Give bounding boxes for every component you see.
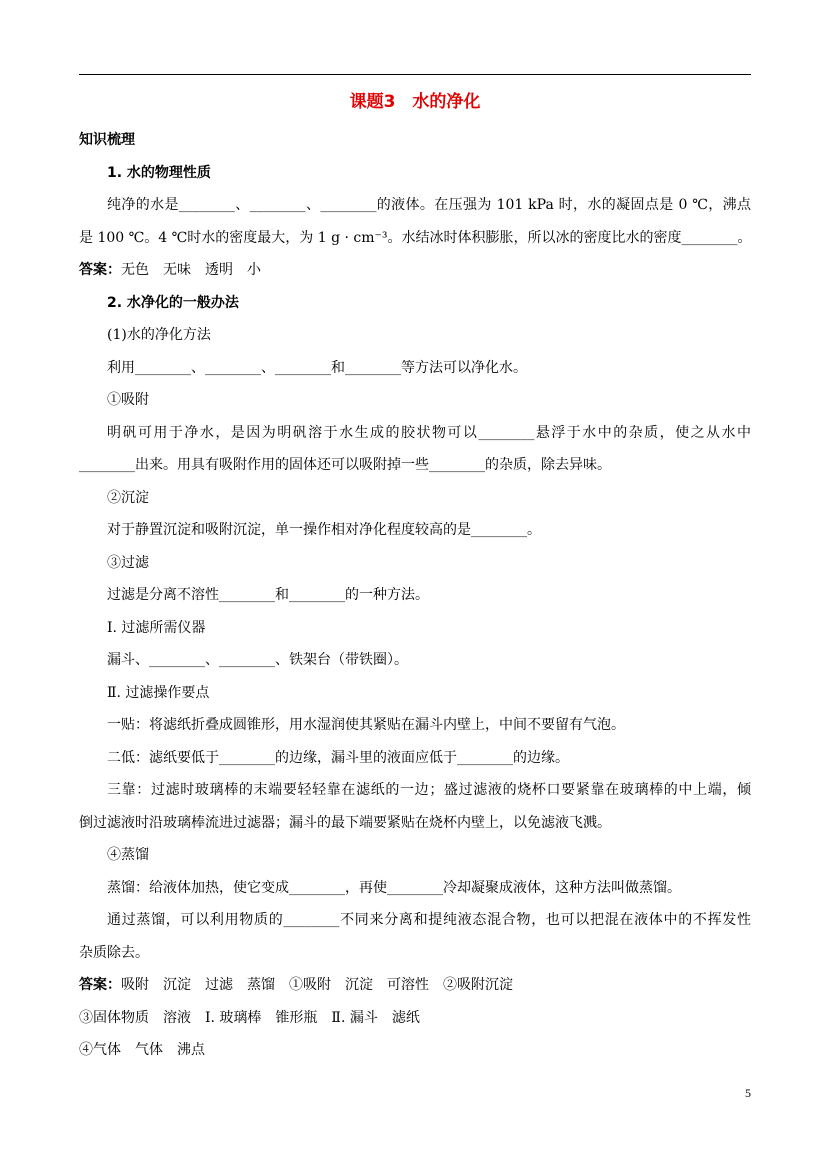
distill-line: 蒸馏：给液体加热，使它变成________，再使________冷却凝聚成液体，这种方法叫做蒸馏。	[107, 879, 681, 896]
s2-heading: 2. 水净化的一般办法	[107, 294, 239, 311]
point1: 一贴：将滤纸折叠成圆锥形，用水湿润使其紧贴在漏斗内壁上，中间不要留有气泡。	[107, 717, 625, 733]
s2-answer	[79, 972, 751, 1005]
s1-answer	[79, 257, 751, 290]
settle-title: ②沉淀	[107, 489, 149, 506]
filter-line: 过滤是分离不溶性________和________的一种方法。	[107, 587, 429, 603]
page-title: 课题3 水的净化	[349, 92, 481, 112]
answer-label: 答案：	[79, 262, 121, 278]
answer-label: 答案：	[79, 977, 121, 993]
adsorb-line1: 明矾可用于净水，是因为明矾溶于水生成的胶状物可以________悬浮于水中的杂质，使之从水中	[107, 424, 751, 441]
s1-para-line1: 纯净的水是________、________、________的液体。在压强为 101 kPa 时，水的凝固点是 0 ℃，沸点	[107, 197, 751, 213]
point3-line2: 倒过滤液时沿玻璃棒流进过滤器；漏斗的最下端要紧贴在烧杯内壁上，以免滤液飞溅。	[79, 814, 611, 831]
methods-line: 利用________、________、________和________等方法可以净化水。	[107, 359, 527, 376]
point2: 二低：滤纸要低于________的边缘，漏斗里的液面应低于________的边缘。	[107, 749, 569, 766]
answer-line1: 吸附 沉淀 过滤 蒸馏 ①吸附 沉淀 可溶性 ②吸附沉淀	[121, 977, 513, 993]
instr-line: 漏斗、________、________、铁架台（带铁圈）。	[107, 652, 408, 668]
points-title: Ⅱ. 过滤操作要点	[107, 684, 210, 701]
distill2-line2: 杂质除去。	[79, 944, 149, 961]
page-number: 5	[745, 1086, 751, 1100]
header-rule	[79, 74, 751, 75]
s1-para-line2: 是 100 ℃。4 ℃时水的密度最大，为 1 g · cm⁻³。水结冰时体积膨胀，所以冰的密度比水的密度________。	[79, 229, 752, 246]
s2-sub1: (1)水的净化方法	[107, 327, 211, 343]
document-body	[79, 127, 751, 1070]
answer-line3: ④气体 气体 沸点	[79, 1042, 205, 1058]
section-heading: 知识梳理	[79, 132, 135, 148]
s1-heading: 1. 水的物理性质	[107, 164, 211, 181]
distill2-line1: 通过蒸馏，可以利用物质的________不同来分离和提纯液态混合物，也可以把混在液体中的不挥发性	[107, 912, 751, 928]
instr-title: Ⅰ. 过滤所需仪器	[107, 619, 206, 636]
point3-line1: 三靠：过滤时玻璃棒的末端要轻轻靠在滤纸的一边；盛过滤液的烧杯口要紧靠在玻璃棒的中上端，倾	[107, 782, 751, 798]
adsorb-title: ①吸附	[107, 392, 149, 408]
filter-title: ③过滤	[107, 554, 149, 571]
settle-line: 对于静置沉淀和吸附沉淀，单一操作相对净化程度较高的是________。	[107, 522, 541, 538]
answer-line2: ③固体物质 溶液 Ⅰ. 玻璃棒 锥形瓶 Ⅱ. 漏斗 滤纸	[79, 1009, 420, 1026]
distill-title: ④蒸馏	[107, 847, 149, 863]
adsorb-line2: ________出来。用具有吸附作用的固体还可以吸附掉一些________的杂质，除去异味。	[79, 457, 611, 473]
answer-text: 无色 无味 透明 小	[121, 262, 261, 278]
